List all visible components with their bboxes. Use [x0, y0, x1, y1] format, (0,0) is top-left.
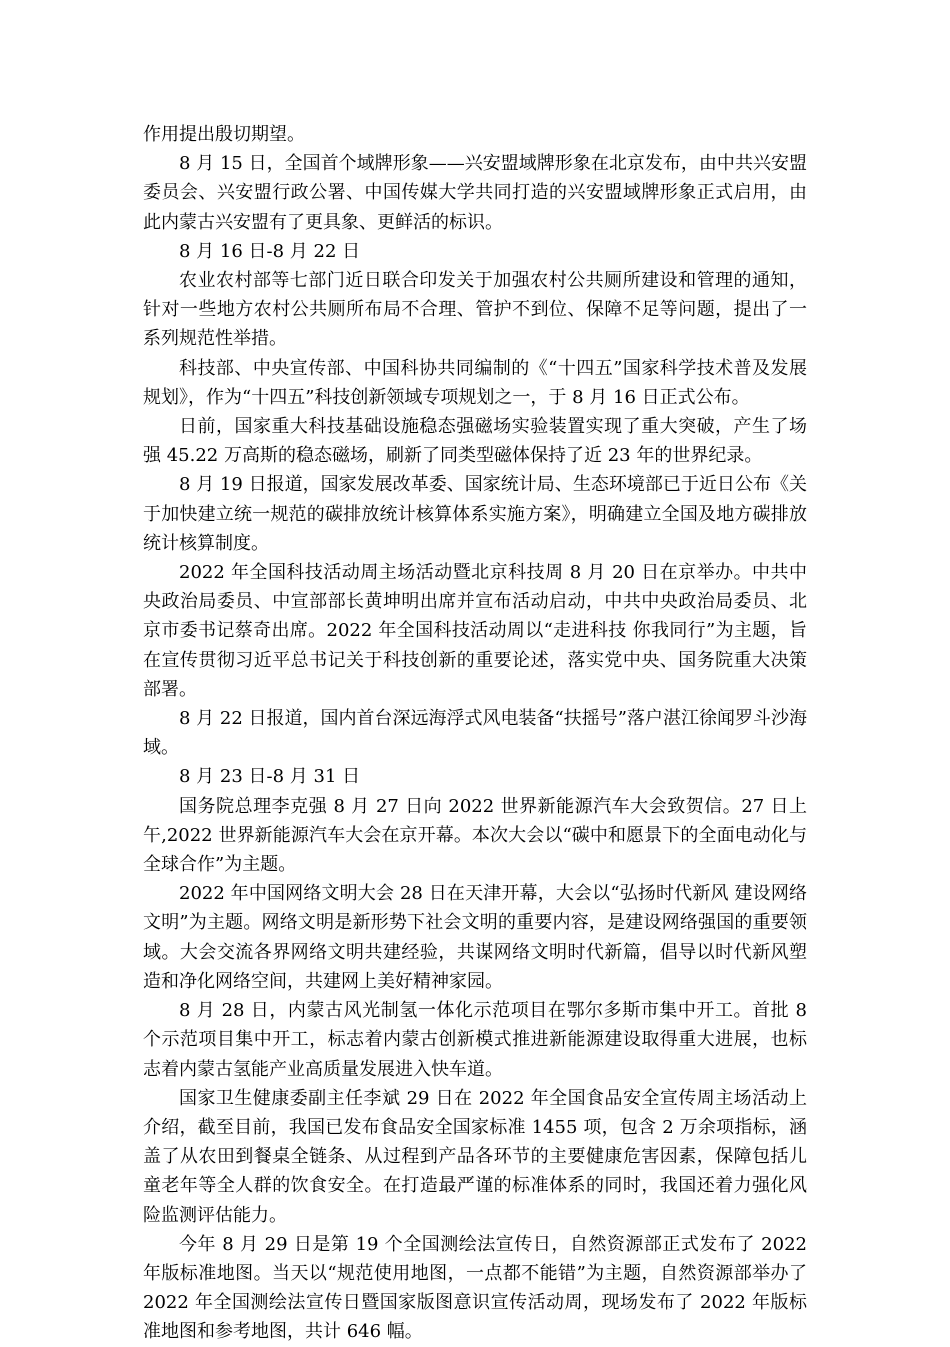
paragraph: 国家卫生健康委副主任李斌 29 日在 2022 年全国食品安全宣传周主场活动上介绍，截至目前，我国已发布食品安全国家标准 1455 项，包含 2 万余项指标，涵盖了从农田到餐桌全链条、从过程到产品各环节的主要健康危害因素，保障包括儿童老年等全人群的饮食安全。在打造最严谨的标准体系的同时，我国还着力强化风险监测评估能力。 [143, 1087, 807, 1226]
paragraph: 8 月 15 日，全国首个域牌形象——兴安盟域牌形象在北京发布，由中共兴安盟委员会、兴安盟行政公署、中国传媒大学共同打造的兴安盟域牌形象正式启用，由此内蒙古兴安盟有了更具象、更鲜活的标识。 [143, 153, 807, 233]
paragraph: 农业农村部等七部门近日联合印发关于加强农村公共厕所建设和管理的通知，针对一些地方农村公共厕所布局不合理、管护不到位、保障不足等问题，提出了一系列规范性举措。 [143, 270, 807, 350]
paragraph: 国务院总理李克强 8 月 27 日向 2022 世界新能源汽车大会致贺信。27 日上午,2022 世界新能源汽车大会在京开幕。本次大会以“碳中和愿景下的全面电动化与全球合作”为主题。 [143, 795, 807, 876]
paragraph: 8 月 19 日报道，国家发展改革委、国家统计局、生态环境部已于近日公布《关于加快建立统一规范的碳排放统计核算体系实施方案》，明确建立全国及地方碳排放统计核算制度。 [143, 474, 807, 554]
paragraph: 2022 年全国科技活动周主场活动暨北京科技周 8 月 20 日在京举办。中共中央政治局委员、中宣部部长黄坤明出席并宣布活动启动，中共中央政治局委员、北京市委书记蔡奇出席。2022 年全国科技活动周以“走进科技 你我同行”为主题，旨在宣传贯彻习近平总书记关于科技创新的重要论述，落实党中央、国务院重大决策部署。 [143, 562, 807, 700]
paragraph: 日前，国家重大科技基础设施稳态强磁场实验装置实现了重大突破，产生了场强 45.22 万高斯的稳态磁场，刷新了同类型磁体保持了近 23 年的世界纪录。 [143, 416, 807, 467]
date-heading: 8 月 16 日-8 月 22 日 [179, 240, 361, 262]
date-heading: 8 月 23 日-8 月 31 日 [179, 766, 361, 788]
paragraph: 作用提出殷切期望。 [143, 124, 305, 145]
paragraph: 8 月 22 日报道，国内首台深远海浮式风电装备“扶摇号”落户湛江徐闻罗斗沙海域。 [143, 708, 807, 759]
paragraph: 2022 年中国网络文明大会 28 日在天津开幕，大会以“弘扬时代新风 建设网络文明”为主题。网络文明是新形势下社会文明的重要内容，是建设网络强国的重要领域。大会交流各界网络文明共建经验，共谋网络文明时代新篇，倡导以时代新风塑造和净化网络空间，共建网上美好精神家园。 [143, 883, 807, 992]
document-body [143, 120, 807, 1347]
paragraph: 今年 8 月 29 日是第 19 个全国测绘法宣传日，自然资源部正式发布了 2022 年版标准地图。当天以“规范使用地图，一点都不能错”为主题，自然资源部举办了 2022 年全国测绘法宣传日暨国家版图意识宣传活动周，现场发布了 2022 年版标准地图和参考地图，共计 646 幅。 [143, 1233, 807, 1343]
paragraph: 科技部、中央宣传部、中国科协共同编制的《“十四五”国家科学技术普及发展规划》，作为“十四五”科技创新领域专项规划之一，于 8 月 16 日正式公布。 [143, 357, 807, 408]
paragraph: 8 月 28 日，内蒙古风光制氢一体化示范项目在鄂尔多斯市集中开工。首批 8 个示范项目集中开工，标志着内蒙古创新模式推进新能源建设取得重大进展，也标志着内蒙古氢能产业高质量发展进入快车道。 [143, 1000, 807, 1080]
